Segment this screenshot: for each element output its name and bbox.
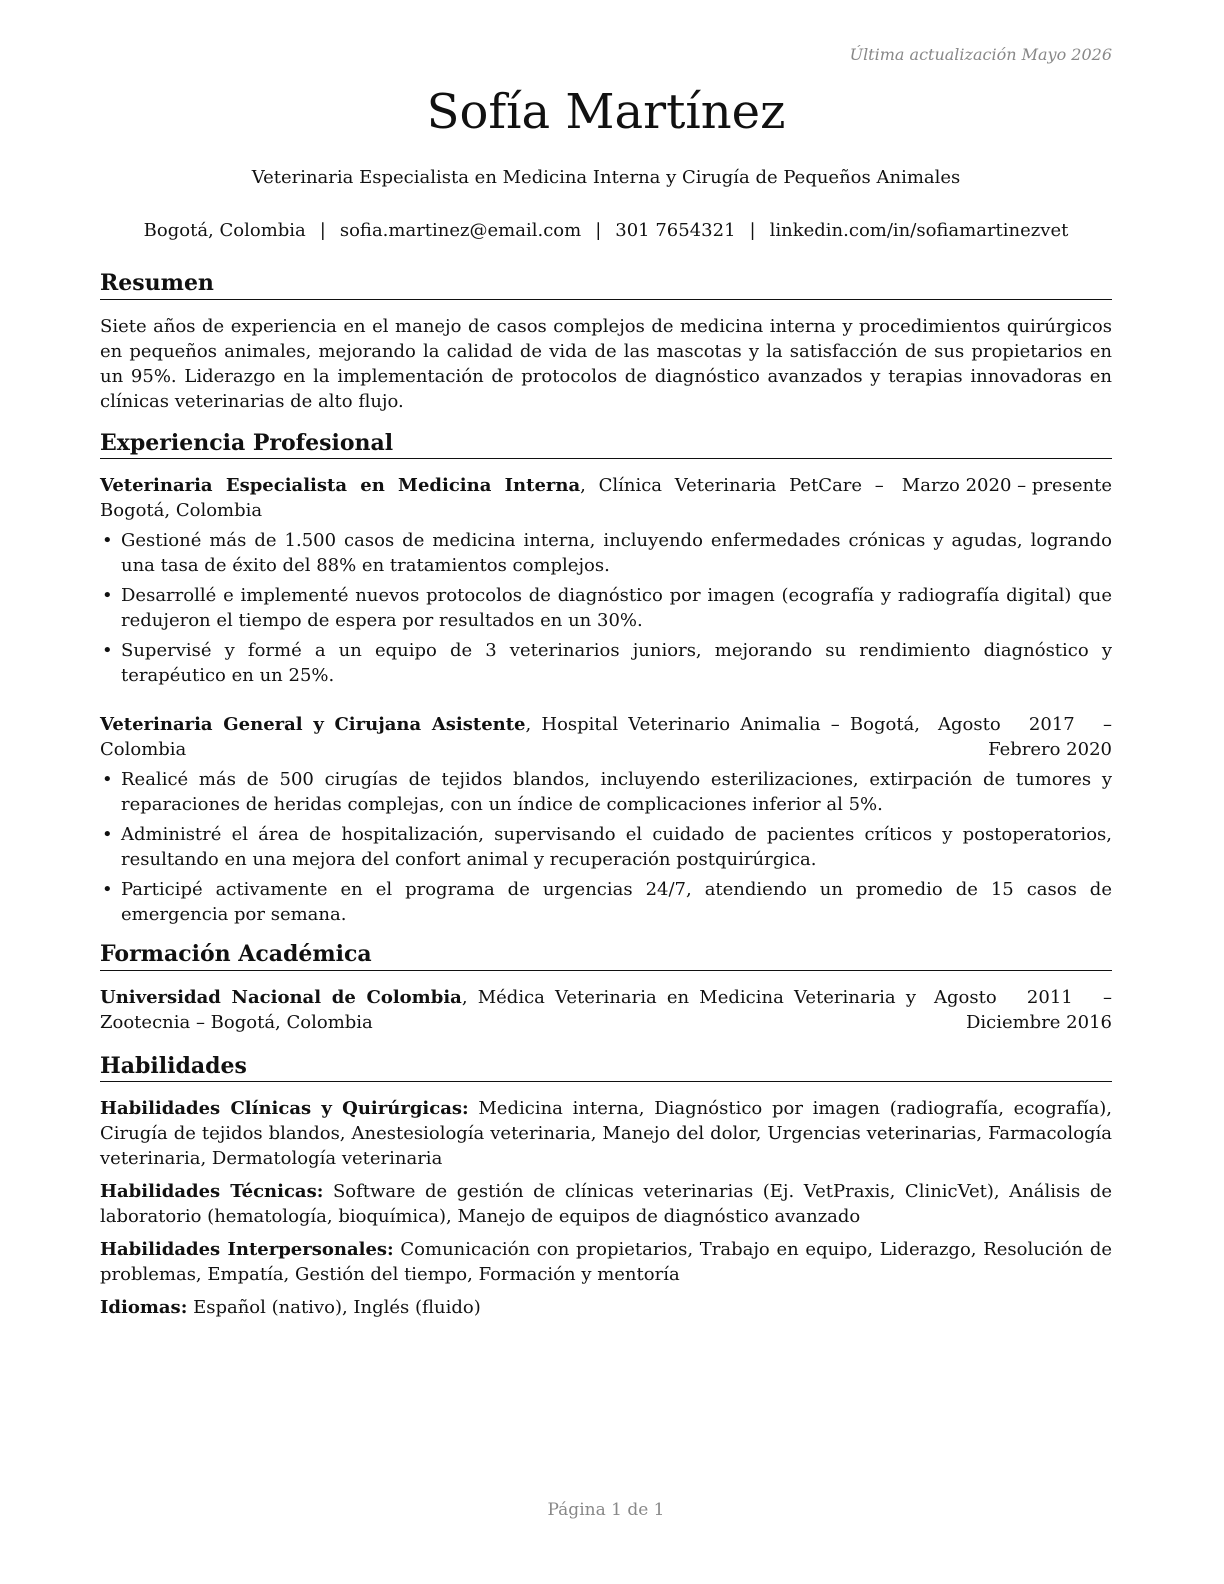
- job-header: [100, 473, 1112, 523]
- job-dates: Agosto 2017 – Febrero 2020: [938, 714, 1112, 760]
- bullet-text: Realicé más de 500 cirugías de tejidos blandos, incluyendo esterilizaciones, extirpación de tumores y reparaciones de heridas complejas, con un índice de complicaciones inferior al 5%.: [121, 769, 1112, 815]
- skill-item: [100, 1237, 1112, 1287]
- section-title-summary: Resumen: [100, 270, 1112, 300]
- bullet-item: [100, 583, 1112, 633]
- section-title-skills: Habilidades: [100, 1053, 1112, 1083]
- job-role: Veterinaria Especialista en Medicina Interna: [100, 475, 581, 496]
- contact-separator: |: [319, 220, 326, 241]
- summary-text: Siete años de experiencia en el manejo de casos complejos de medicina interna y procedimientos quirúrgicos en pequeños animales, mejorando la calidad de vida de las mascotas y la satisfacción de sus propietarios en un 95%. Liderazgo en la implementación de protocolos de diagnóstico avanzados y terapias innovadoras en clínicas veterinarias de alto flujo.: [100, 315, 1112, 412]
- section-title-education: Formación Académica: [100, 941, 1112, 971]
- job-role-line: [100, 712, 938, 762]
- skill-label: Idiomas:: [100, 1297, 188, 1318]
- skills-section: [100, 1053, 1112, 1321]
- skill-value: Comunicación con propietarios, Trabajo en equipo, Liderazgo, Resolución de problemas, Empatía, Gestión del tiempo, Formación y mentoría: [100, 1239, 1112, 1285]
- skill-label: Habilidades Interpersonales:: [100, 1239, 394, 1260]
- bullet-item: [100, 528, 1112, 578]
- skill-value: Español (nativo), Inglés (fluido): [187, 1297, 481, 1318]
- education-institution: Universidad Nacional de Colombia: [100, 986, 462, 1008]
- bullet-text: Supervisé y formé a un equipo de 3 veterinarios juniors, mejorando su rendimiento diagnóstico y terapéutico en un 25%.: [121, 640, 1112, 686]
- education-degree: , Médica Veterinaria en Medicina Veterinaria y Zootecnia – Bogotá, Colombia: [100, 986, 916, 1033]
- contact-line: [100, 220, 1112, 241]
- contact-location: Bogotá, Colombia: [143, 220, 306, 241]
- contact-separator: |: [749, 220, 756, 241]
- skill-item: [100, 1096, 1112, 1171]
- education-line: [100, 985, 934, 1035]
- skill-item: [100, 1295, 1112, 1320]
- job-employer: , Hospital Veterinario Animalia – Bogotá, Colombia: [100, 714, 921, 760]
- contact-phone: 301 7654321: [615, 220, 736, 241]
- education-section: [100, 941, 1112, 1035]
- bullet-icon: •: [102, 879, 113, 900]
- job-bullets: [100, 528, 1112, 688]
- contact-email[interactable]: sofia.martinez@email.com: [339, 220, 582, 241]
- candidate-name: Sofía Martínez: [426, 84, 786, 140]
- job-dates: Marzo 2020 – presente: [901, 475, 1112, 496]
- bullet-text: Administré el área de hospitalización, supervisando el cuidado de pacientes críticos y postoperatorios, resultando en una mejora del confort animal y recuperación postquirúrgica.: [121, 824, 1112, 870]
- bullet-icon: •: [102, 585, 113, 606]
- contact-separator: |: [595, 220, 602, 241]
- job-header: [100, 712, 1112, 762]
- job-role-line: [100, 473, 902, 523]
- experience-section: [100, 430, 1112, 928]
- bullet-icon: •: [102, 769, 113, 790]
- bullet-icon: •: [102, 640, 113, 661]
- headline: Veterinaria Especialista en Medicina Interna y Cirugía de Pequeños Animales: [251, 167, 961, 188]
- job-employer: , Clínica Veterinaria PetCare – Bogotá, Colombia: [100, 475, 884, 521]
- bullet-icon: •: [102, 824, 113, 845]
- bullet-item: [100, 822, 1112, 872]
- bullet-text: Gestioné más de 1.500 casos de medicina interna, incluyendo enfermedades crónicas y agudas, logrando una tasa de éxito del 88% en tratamientos complejos.: [121, 530, 1112, 576]
- bullet-icon: •: [102, 530, 113, 551]
- job-entry: [100, 473, 1112, 688]
- skill-label: Habilidades Clínicas y Quirúrgicas:: [100, 1098, 469, 1119]
- job-bullets: [100, 767, 1112, 927]
- education-entry: [100, 985, 1112, 1035]
- bullet-item: [100, 767, 1112, 817]
- skill-item: [100, 1179, 1112, 1229]
- skill-value: Software de gestión de clínicas veterinarias (Ej. VetPraxis, ClinicVet), Análisis de laboratorio (hematología, bioquímica), Manejo de equipos de diagnóstico avanzado: [100, 1181, 1113, 1227]
- bullet-item: [100, 877, 1112, 927]
- job-entry: [100, 712, 1112, 927]
- resume-body: [100, 270, 1112, 1334]
- education-dates: Agosto 2011 – Diciembre 2016: [934, 986, 1112, 1033]
- bullet-text: Participé activamente en el programa de urgencias 24/7, atendiendo un promedio de 15 casos de emergencia por semana.: [121, 879, 1112, 925]
- last-updated: Última actualización Mayo 2026: [849, 45, 1112, 64]
- job-role: Veterinaria General y Cirujana Asistente: [100, 714, 526, 735]
- contact-linkedin[interactable]: linkedin.com/in/sofiamartinezvet: [769, 220, 1069, 241]
- page-number: Página 1 de 1: [547, 1500, 665, 1520]
- summary-section: [100, 270, 1112, 414]
- skill-label: Habilidades Técnicas:: [100, 1181, 324, 1202]
- section-title-experience: Experiencia Profesional: [100, 430, 1112, 460]
- bullet-item: [100, 638, 1112, 688]
- skill-value: Medicina interna, Diagnóstico por imagen (radiografía, ecografía), Cirugía de tejidos blandos, Anestesiología veterinaria, Manejo del dolor, Urgencias veterinarias, Farmacología veterinaria, Dermatología veterinaria: [100, 1098, 1112, 1169]
- bullet-text: Desarrollé e implementé nuevos protocolos de diagnóstico por imagen (ecografía y radiografía digital) que redujeron el tiempo de espera por resultados en un 30%.: [121, 585, 1112, 631]
